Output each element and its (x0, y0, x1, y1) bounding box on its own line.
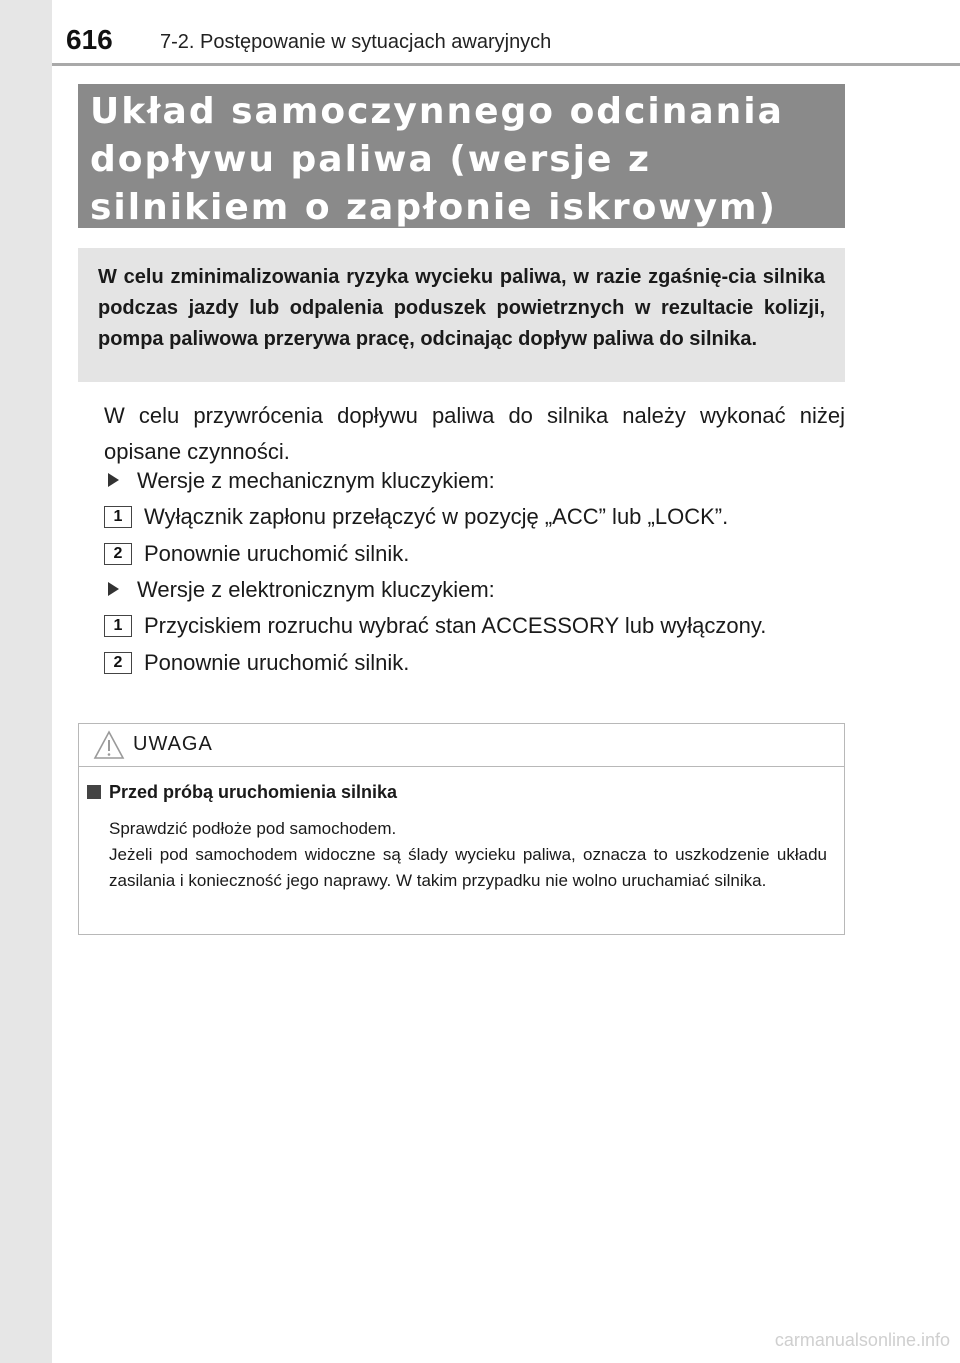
warning-line: Jeżeli pod samochodem widoczne są ślady wycieku paliwa, oznacza to uszkodzenie układu zasilania i konieczność jego naprawy. W takim przypadku nie wolno uruchamiać silnika. (109, 845, 827, 890)
warning-label: UWAGA (133, 733, 213, 755)
triangle-bullet-icon (108, 473, 119, 487)
title-box (78, 84, 845, 228)
warning-heading-text: Przed próbą uruchomienia silnika (109, 782, 398, 802)
step-number-badge: 2 (104, 652, 132, 674)
body-paragraph: W celu przywrócenia dopływu paliwa do silnika należy wykonać niżej opisane czynności. (104, 403, 845, 464)
square-bullet-icon (87, 785, 101, 799)
variant-label: Wersje z elektronicznym kluczykiem: (137, 577, 495, 602)
page-number: 616 (66, 24, 113, 55)
variant-electronic-key (108, 575, 495, 605)
step-text: Ponownie uruchomić silnik. (144, 650, 410, 675)
step-number-badge: 2 (104, 543, 132, 565)
side-strip (0, 0, 52, 1363)
warning-header (79, 724, 844, 767)
step-text: Wyłącznik zapłonu przełączyć w pozycję „ACC” lub „LOCK”. (144, 504, 729, 529)
step-text: Ponownie uruchomić silnik. (144, 541, 410, 566)
warning-line: Sprawdzić podłoże pod samochodem. (109, 819, 397, 838)
watermark: carmanualsonline.info (774, 1330, 950, 1350)
section-title: 7-2. Postępowanie w sytuacjach awaryjnych (160, 31, 552, 53)
step-number-badge: 1 (104, 615, 132, 637)
step-text: Przyciskiem rozruchu wybrać stan ACCESSORY lub wyłączony. (144, 613, 767, 638)
warning-body (109, 816, 827, 894)
variant-label: Wersje z mechanicznym kluczykiem: (137, 468, 495, 493)
step-number-badge: 1 (104, 506, 132, 528)
intro-box (78, 248, 845, 382)
triangle-bullet-icon (108, 582, 119, 596)
warning-box (78, 723, 845, 935)
warning-heading (87, 782, 397, 803)
warning-triangle-icon (93, 730, 125, 760)
intro-text: W celu zminimalizowania ryzyka wycieku paliwa, w razie zgaśnię-cia silnika podczas jazdy lub odpalenia poduszek powietrznych w rezultacie kolizji, pompa paliwowa przerywa pracę, odcinając dopływ paliwa do silnika. (98, 266, 825, 350)
header-rule (52, 63, 960, 66)
variant-mechanical-key (108, 466, 495, 496)
page-title: Układ samoczynnego odcinania dopływu paliwa (wersje z silnikiem o zapłonie iskrowym) (90, 91, 784, 228)
